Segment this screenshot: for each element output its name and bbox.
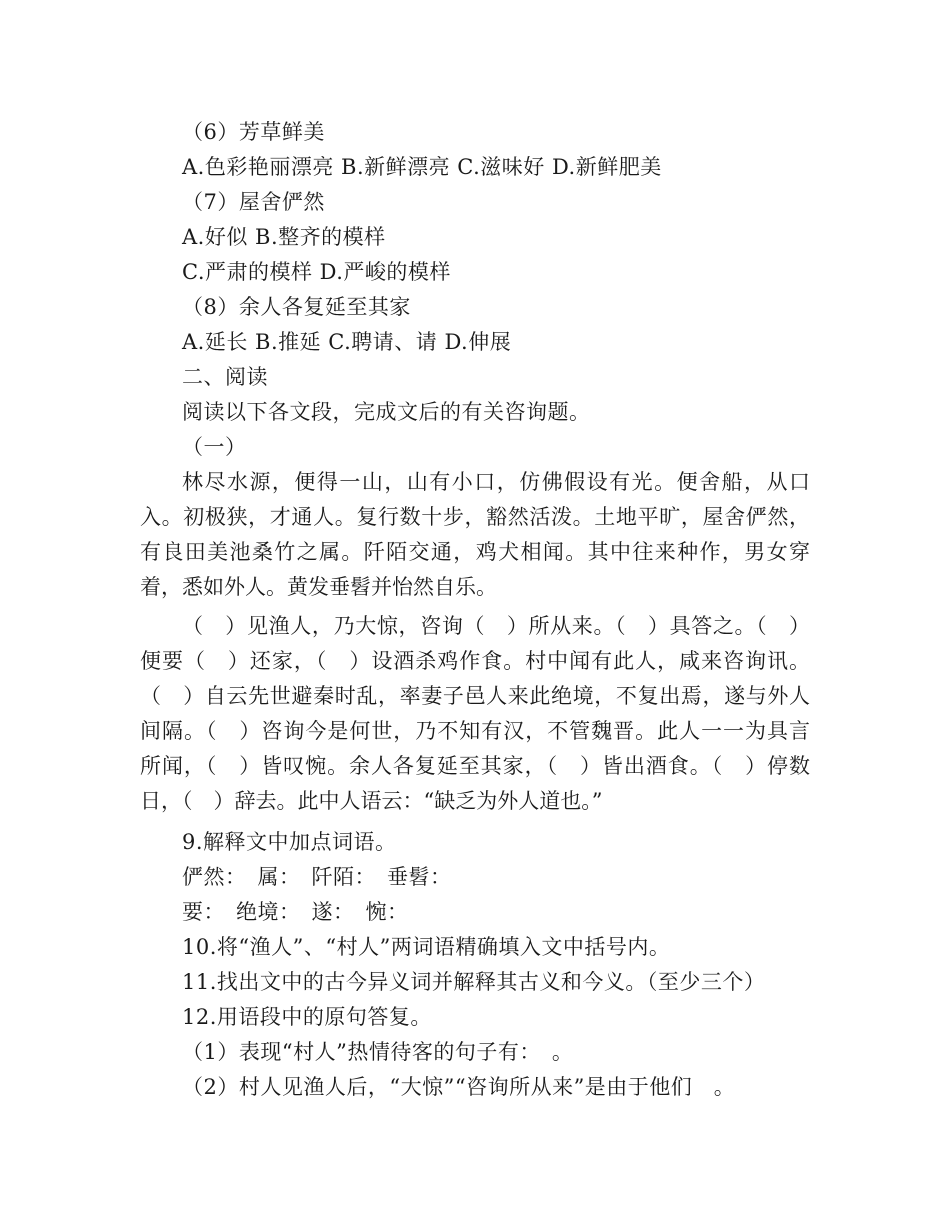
q6-options: A.色彩艳丽漂亮 B.新鲜漂亮 C.滋味好 D.新鲜肥美 <box>182 155 662 179</box>
q8-label: （8）余人各复延至其家 <box>182 295 411 319</box>
section-instruction: 阅读以下各文段，完成文后的有关咨询题。 <box>182 400 591 424</box>
passage-p1-line: 有良田美池桑竹之属。阡陌交通，鸡犬相闻。其中往来种作，男女穿 <box>140 540 810 564</box>
passage-p2-line: 日，（ ）辞去。此中人语云：“缺乏为外人道也。” <box>140 789 603 813</box>
q9-words-line2: 要： 绝境： 遂： 惋： <box>182 900 409 924</box>
passage-p2-line: （ ）自云先世避秦时乱，率妻子邑人来此绝境，不复出焉，遂与外人 <box>140 684 810 708</box>
passage-p1-line: 入。初极狭，才通人。复行数十步，豁然活泼。土地平旷，屋舍俨然， <box>140 505 810 529</box>
section-heading: 二、阅读 <box>182 365 268 389</box>
passage-p2-line: 所闻，（ ）皆叹惋。余人各复延至其家，（ ）皆出酒食。（ ）停数 <box>140 754 810 778</box>
q6-label: （6）芳草鲜美 <box>182 120 325 144</box>
q11-label: 11.找出文中的古今异义词并解释其古义和今义。（至少三个） <box>182 970 766 994</box>
passage-p2-line: 间隔。（ ）咨询今是何世，乃不知有汉，不管魏晋。此人一一为具言 <box>140 719 810 743</box>
passage-p1-line: 着，悉如外人。黄发垂髫并怡然自乐。 <box>140 575 497 599</box>
passage-p2-line: （ ）见渔人，乃大惊，咨询（ ）所从来。（ ）具答之。（ ） <box>182 614 810 638</box>
q10-label: 10.将“渔人”、“村人”两词语精确填入文中括号内。 <box>182 935 671 959</box>
q7-options-line2: C.严肃的模样 D.严峻的模样 <box>182 260 451 284</box>
q12-1-label: （1）表现“村人”热情待客的句子有： 。 <box>182 1040 574 1064</box>
q12-label: 12.用语段中的原句答复。 <box>182 1005 432 1029</box>
q7-options-line1: A.好似 B.整齐的模样 <box>182 225 386 249</box>
q9-label: 9.解释文中加点词语。 <box>182 830 397 854</box>
q7-label: （7）屋舍俨然 <box>182 190 325 214</box>
q8-options: A.延长 B.推延 C.聘请、请 D.伸展 <box>182 330 512 354</box>
passage-p2-line: 便要（ ）还家，（ ）设酒杀鸡作食。村中闻有此人，咸来咨询讯。 <box>140 649 810 673</box>
passage-subheading: （一） <box>182 435 247 459</box>
q9-words-line1: 俨然： 属： 阡陌： 垂髫： <box>182 865 452 889</box>
passage-p1-line: 林尽水源，便得一山，山有小口，仿佛假设有光。便舍船，从口 <box>182 470 810 494</box>
q12-2-label: （2）村人见渔人后，“大惊”“咨询所从来”是由于他们 。 <box>182 1075 736 1099</box>
